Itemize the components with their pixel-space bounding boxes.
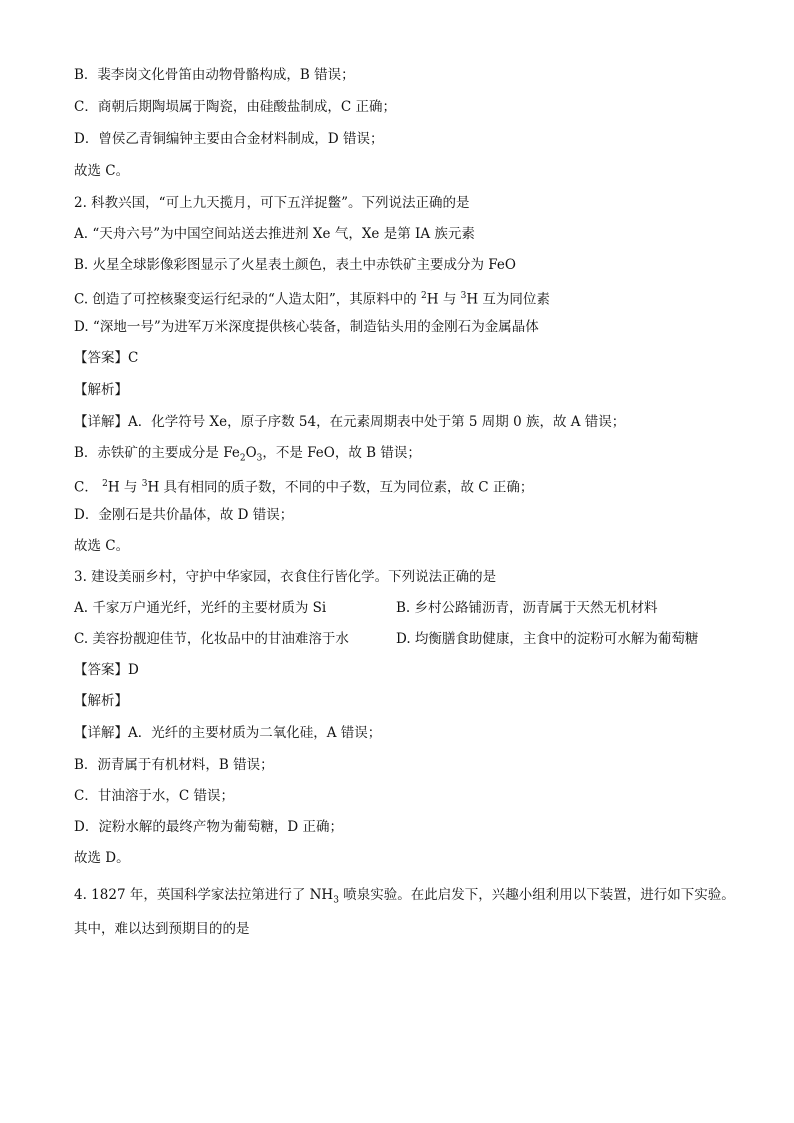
question-2-stem: 2. 科教兴国，“可上九天揽月，可下五洋捉鳖”。下列说法正确的是 xyxy=(74,195,470,211)
detail-line: 【详解】A．化学符号 Xe，原子序数 54，在元素周期表中处于第 5 周期 0 族，故 A 错误； xyxy=(74,414,626,430)
subscript: 3 xyxy=(256,453,263,464)
detail-text: ，不是 FeO，故 B 错误； xyxy=(262,445,421,461)
detail-line: 故选 C。 xyxy=(74,538,130,554)
detail-text: H 与 xyxy=(107,479,142,496)
question-3-stem: 3. 建设美丽乡村，守护中华家园，衣食住行皆化学。下列说法正确的是 xyxy=(74,569,497,585)
text-line: 故选 C。 xyxy=(74,163,130,179)
detail-text: H 具有相同的质子数，不同的中子数，互为同位素，故 C 正确； xyxy=(147,479,534,496)
detail-text: O xyxy=(245,445,257,461)
text-line: C．商朝后期陶埙属于陶瓷，由硅酸盐制成，C 正确； xyxy=(74,99,396,115)
question-4-stem xyxy=(74,886,735,910)
detail-line: B．沥青属于有机材料，B 错误； xyxy=(74,757,274,773)
question-4-text: 4. 1827 年，英国科学家法拉第进行了 NH xyxy=(74,887,334,903)
superscript: 2 xyxy=(421,291,427,301)
answer-label: 【答案】C xyxy=(74,350,139,366)
option-c-text: H 与 xyxy=(426,291,461,308)
answer-label: 【答案】D xyxy=(74,662,139,678)
text-line: D．曾侯乙青铜编钟主要由合金材料制成，D 错误； xyxy=(74,131,384,147)
question-2-option-d: D. “深地一号”为进军万米深度提供核心装备，制造钻头用的金刚石为金属晶体 xyxy=(74,319,539,335)
text-line: B．裴李岗文化骨笛由动物骨骼构成，B 错误； xyxy=(74,67,355,83)
detail-line: 【详解】A．光纤的主要材质为二氧化硅，A 错误； xyxy=(74,725,382,741)
question-3-option-d: D. 均衡膳食助健康，主食中的淀粉可水解为葡萄糖 xyxy=(396,631,699,647)
detail-line xyxy=(74,444,421,468)
question-3-option-c: C. 美容扮靓迎佳节，化妆品中的甘油难溶于水 xyxy=(74,631,349,647)
option-c-text: C. 创造了可控核聚变运行纪录的“人造太阳”，其原料中的 xyxy=(74,291,422,308)
superscript: 3 xyxy=(141,479,148,489)
analysis-label: 【解析】 xyxy=(74,382,128,398)
subscript: 3 xyxy=(333,895,339,906)
question-4-stem-continued: 其中，难以达到预期目的的是 xyxy=(74,921,250,937)
question-4-text: 喷泉实验。在此启发下，兴趣小组利用以下装置，进行如下实验。 xyxy=(338,887,735,903)
question-2-option-b: B. 火星全球影像彩图显示了火星表土颜色，表土中赤铁矿主要成分为 FeO xyxy=(74,257,516,273)
question-3-option-a: A. 千家万户通光纤，光纤的主要材质为 Si xyxy=(74,600,327,616)
subscript: 2 xyxy=(239,453,246,464)
detail-line: D．淀粉水解的最终产物为葡萄糖，D 正确； xyxy=(74,819,343,835)
detail-line xyxy=(74,475,533,497)
question-2-option-a: A. “天舟六号”为中国空间站送去推进剂 Xe 气，Xe 是第 IA 族元素 xyxy=(74,226,475,242)
superscript: 3 xyxy=(460,291,467,301)
detail-text: B．赤铁矿的主要成分是 Fe xyxy=(74,445,240,461)
question-2-option-c xyxy=(74,287,550,309)
detail-line: 故选 D。 xyxy=(74,850,130,866)
question-3-option-b: B. 乡村公路铺沥青，沥青属于天然无机材料 xyxy=(396,600,658,616)
superscript: 2 xyxy=(102,479,108,489)
analysis-label: 【解析】 xyxy=(74,693,128,709)
detail-line: C．甘油溶于水，C 错误； xyxy=(74,788,234,804)
option-c-text: H 互为同位素 xyxy=(466,291,550,308)
detail-line: D．金刚石是共价晶体，故 D 错误； xyxy=(74,507,294,523)
detail-text: C． xyxy=(74,479,103,496)
